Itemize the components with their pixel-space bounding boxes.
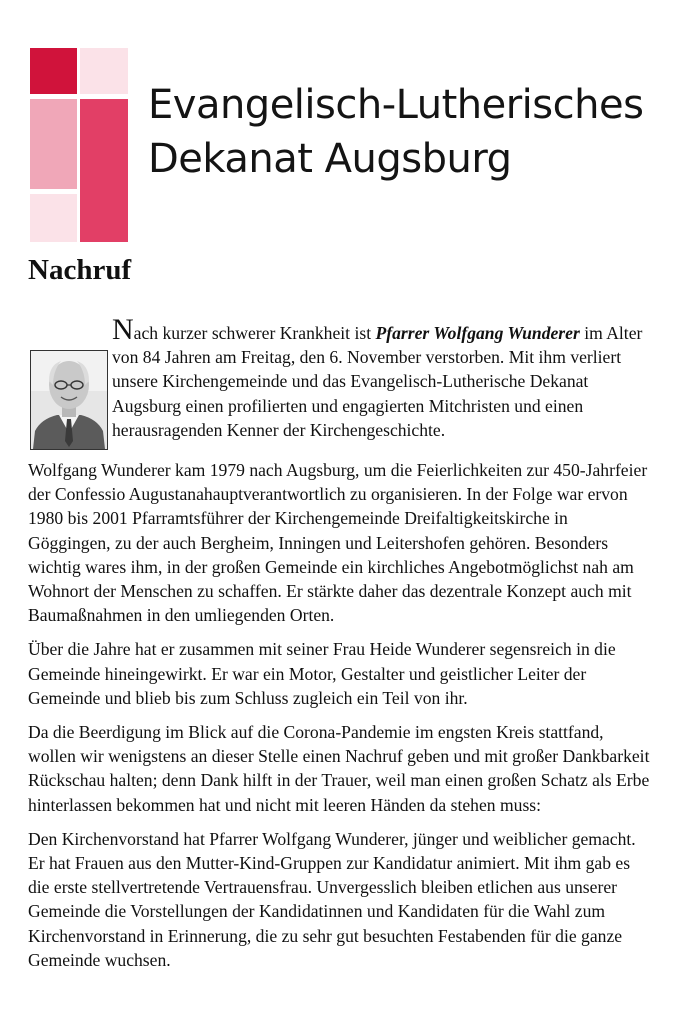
intro-text-before-name: ach kurzer schwerer Krankheit ist	[133, 323, 376, 343]
paragraph-1: Wolfgang Wunderer kam 1979 nach Augsburg, um die Feierlichkeiten zur 450-Jahrfeier der Confessio Augustanahauptverantwortlich zu organisieren. In der Folge war ervon 1980 bis 2001 Pfarramtsführer der Kirchengemeinde Dreifaltigkeitskirche in Göggingen, zu der auch Bergheim, Inningen und Leitershofen gehören. Besonders wichtig wares ihm, in der großen Gemeinde ein kirchliches Angebotmöglichst nah am Wohnort der Menschen zu schaffen. Er stärkte daher das dezentrale Konzept auch mit Baumaßnahmen in den umliegenden Orten.	[28, 460, 648, 626]
portrait-illustration	[31, 351, 107, 449]
org-name-line-1: Evangelisch-Lutherisches	[148, 82, 644, 128]
paragraph-3: Da die Beerdigung im Blick auf die Corona-Pandemie im engsten Kreis stattfand, wollen wir wenigstens an dieser Stelle einen Nachruf geben und mit großer Dankbarkeit Rückschau halten; denn Dank hilft in der Trauer, weil man einen großen Schatz als Erbe hinterlassen bekommen hat und nicht mit leeren Händen da stehen muss:	[28, 722, 650, 815]
logo-block-pale-bottom	[30, 194, 77, 242]
logo-block-pale-top	[80, 48, 128, 94]
drop-cap: N	[112, 313, 134, 346]
logo-block-light-pink	[30, 99, 77, 189]
logo-block-dark-red	[30, 48, 77, 94]
dekanat-header	[30, 48, 670, 242]
intro-section	[28, 313, 652, 450]
intro-text-after-name: im Alter von 84 Jahren am Freitag, den 6. November verstorben. Mit ihm verliert unsere Kirchengemeinde und das Evangelisch-Lutherische Dekanat Augsburg einen profilierten und engagierten Mitchristen und einen herausragenden Kenner der Kirchengeschichte.	[112, 323, 643, 440]
org-name-line-2: Dekanat Augsburg	[148, 136, 512, 182]
paragraph-2: Über die Jahre hat er zusammen mit seiner Frau Heide Wunderer segensreich in die Gemeinde hineingewirkt. Er war ein Motor, Gestalter und geistlicher Leiter der Gemeinde und blieb bis zum Schluss zugleich ein Teil von ihr.	[28, 639, 616, 708]
organization-name	[148, 78, 643, 186]
logo-block-mid-pink	[80, 99, 128, 242]
pastor-name: Pfarrer Wolfgang Wunderer	[375, 323, 580, 343]
page-title: Nachruf	[28, 254, 132, 286]
dekanat-logo	[30, 48, 128, 242]
paragraph-4: Den Kirchenvorstand hat Pfarrer Wolfgang Wunderer, jünger und weiblicher gemacht. Er hat Frauen aus den Mutter-Kind-Gruppen zur Kandidatur animiert. Mit ihm gab es die erste stellvertretende Vertrauensfrau. Unvergesslich bleiben etlichen aus unserer Gemeinde die Vorstellungen der Kandidatinnen und Kandidaten für die Wahl zum Kirchenvorstand in Erinnerung, die zu sehr gut besuchten Festabenden für die ganze Gemeinde wuchsen.	[28, 828, 636, 970]
obituary-article	[28, 313, 652, 982]
portrait-photo	[30, 350, 108, 450]
intro-paragraph	[112, 313, 652, 442]
